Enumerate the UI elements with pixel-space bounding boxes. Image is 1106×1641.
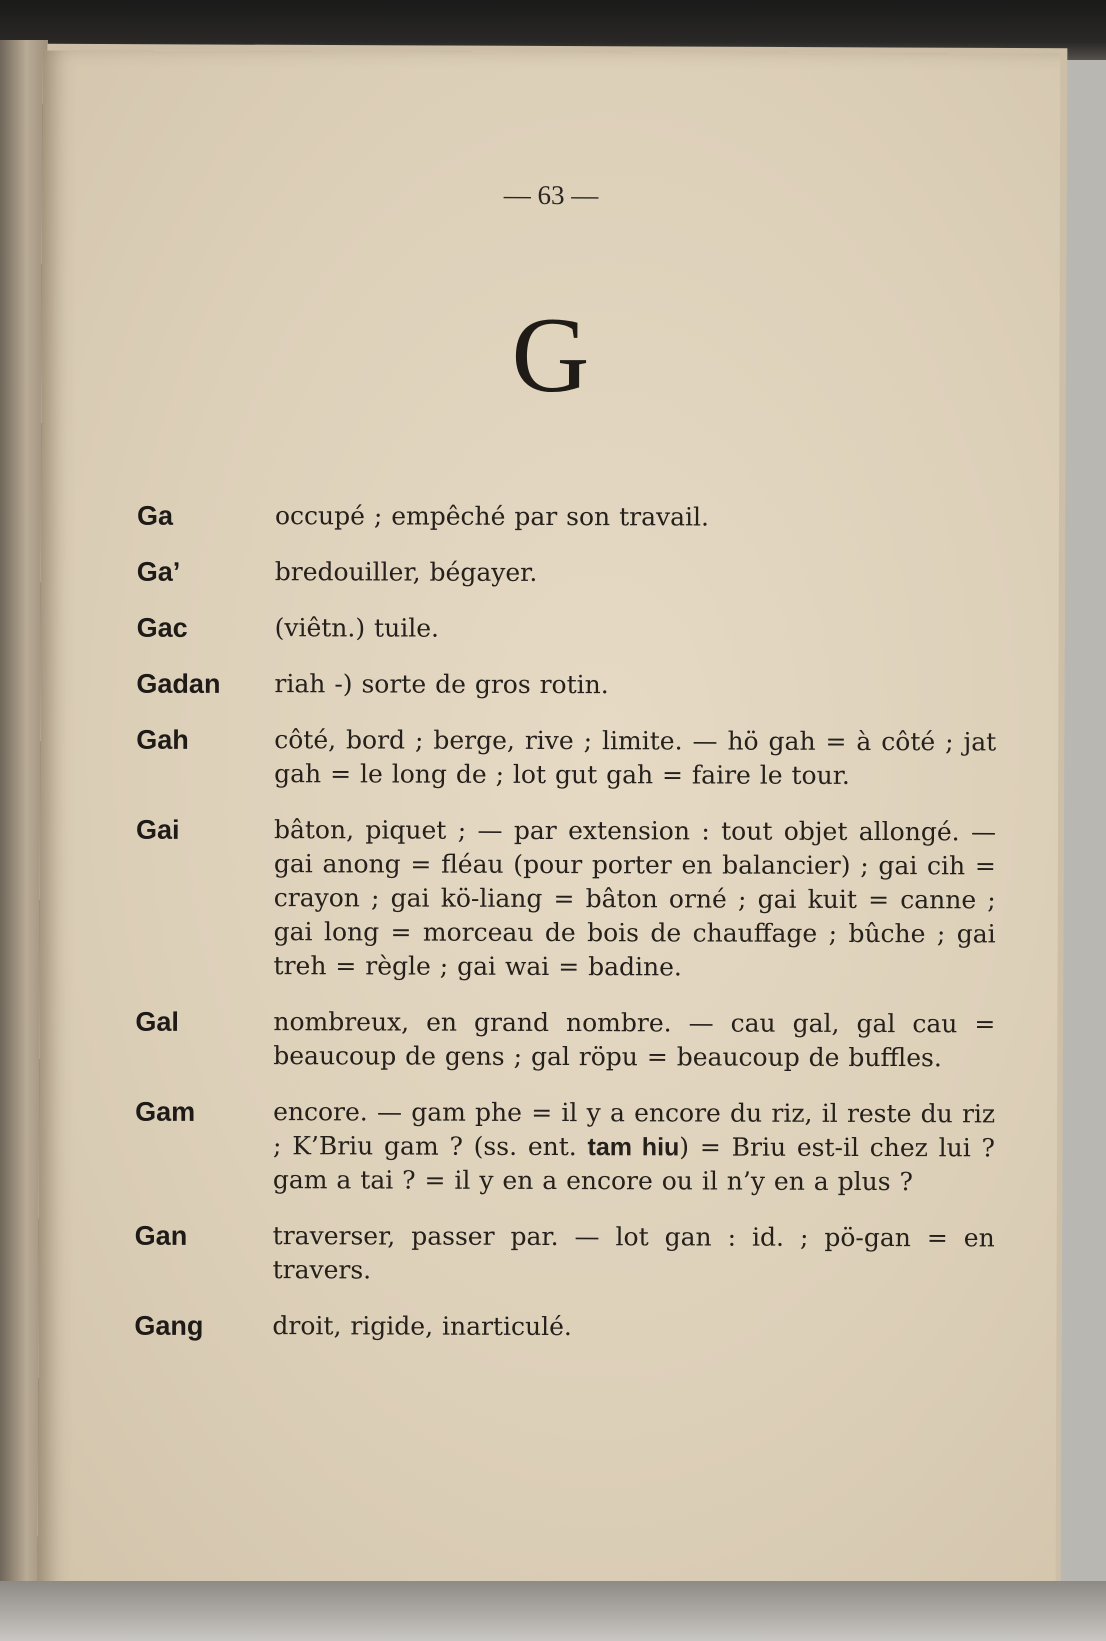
definition-text: encore. — gam phe = il y a encore du riz, il reste du riz ; K’Briu gam ? (ss. ent. [272, 1097, 996, 1162]
definition: côté, bord ; berge, rive ; limite. — hö gah = à côté ; jat gah = le long de ; lot gut gah = faire le tour. [274, 725, 997, 790]
dictionary-entry [135, 1219, 995, 1290]
dictionary-entry [134, 1309, 994, 1346]
definition: riah -) sorte de gros rotin. [274, 669, 609, 700]
dictionary-entry [137, 499, 997, 536]
definition: occupé ; empêché par son travail. [274, 501, 710, 532]
headword: Gang [134, 1310, 204, 1341]
book-page [38, 50, 1061, 1599]
definition: bredouiller, bégayer. [274, 557, 538, 587]
dictionary-entry [136, 667, 996, 704]
dictionary-entry [136, 723, 996, 794]
headword: Gah [136, 724, 189, 755]
definition: nombreux, en grand nombre. — cau gal, gal cau = beaucoup de gens ; gal röpu = beaucoup de buffles. [273, 1007, 996, 1073]
headword: Gadan [136, 668, 221, 699]
headword: Gan [134, 1220, 188, 1251]
definition: bâton, piquet ; — par extension : tout objet allongé. — gai anong = fléau (pour porter en balancier) ; gai cih = crayon ; gai kö-liang = bâton orné ; gai kuit = canne ; gai long = morceau de bois de chauffage ; bûche ; gai treh = règle ; gai wai = badine. [273, 815, 997, 982]
bold-term: tam hiu [587, 1133, 680, 1162]
dictionary-entry [135, 1005, 995, 1076]
section-letter-heading: G [511, 295, 590, 416]
definition [273, 1095, 995, 1199]
definition: traverser, passer par. — lot gan : id. ; pö-gan = en travers. [272, 1221, 995, 1285]
headword: Gai [135, 814, 180, 845]
headword: Gal [135, 1006, 179, 1037]
dictionary-entry [137, 611, 997, 648]
dictionary-entry [136, 813, 997, 986]
definition: droit, rigide, inarticulé. [272, 1311, 572, 1342]
headword: Gam [135, 1096, 196, 1127]
headword: Ga’ [136, 556, 181, 587]
background-bottom [0, 1581, 1106, 1641]
headword: Gac [136, 612, 188, 643]
dictionary-entry [137, 555, 997, 592]
definition-text: ) = Briu est-il chez lui ? gam a tai ? = il y en a encore ou il n’y en a plus ? [272, 1132, 996, 1197]
page-number: — 63 — [503, 179, 599, 211]
dictionary-entry [135, 1095, 995, 1200]
dictionary-entries [134, 499, 997, 1368]
definition: (viêtn.) tuile. [274, 613, 440, 643]
headword: Ga [136, 500, 174, 531]
